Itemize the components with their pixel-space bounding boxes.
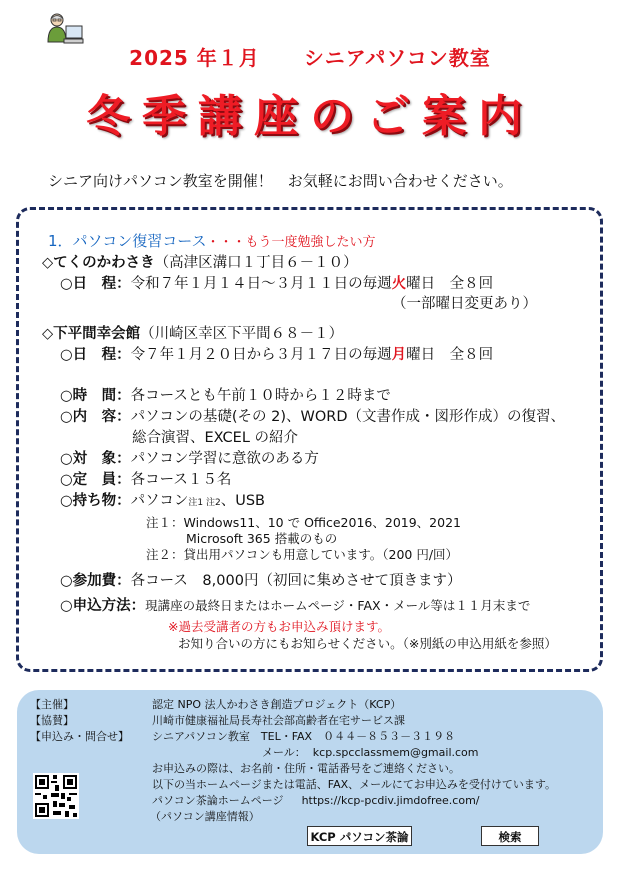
- capacity-value: 各コース１５名: [130, 472, 232, 488]
- apply-notice-2: お知り合いの方にもお知らせください。（※別紙の申込用紙を参照）: [178, 636, 557, 651]
- footer-label-contact: 【申込み・問合せ】: [30, 730, 129, 743]
- venue1-schedule: [60, 275, 493, 293]
- bring-line: [60, 492, 265, 512]
- mail-address[interactable]: kcp.spcclassmem@gmail.com: [312, 746, 479, 759]
- fee-label: ○参加費：: [60, 573, 131, 589]
- footer-apply-info: お申込みの際は、お名前・住所・電話番号をご連絡ください。: [152, 762, 460, 775]
- venue1-schedule-label: ○日 程：: [60, 276, 131, 292]
- venue1-weekday: 火: [391, 276, 407, 292]
- venue2-line: [42, 325, 343, 343]
- target-label: ○対 象：: [60, 451, 131, 467]
- footnote-1-line2: Microsoft 365 搭載のもの: [186, 531, 338, 546]
- page-title: 冬季講座のご案内: [86, 91, 534, 142]
- footer-apply-methods: 以下の当ホームページまたは電話、FAX、メールにてお申込みを受付けています。: [152, 778, 557, 791]
- footer-value-organizer: 認定 NPO 法人かわさき創造プロジェクト（KCP）: [152, 698, 402, 711]
- venue2-weekday: 月: [391, 347, 407, 363]
- mail-label: メール：: [262, 746, 306, 759]
- footnote-2: [146, 546, 458, 564]
- footer-mail: [262, 746, 479, 760]
- footnote-1-label: 注１：: [146, 515, 184, 530]
- bring-footnote-refs: 注1 注2: [188, 498, 221, 508]
- apply-notice: ※過去受講者の方もお申込み頂けます。: [168, 619, 390, 634]
- venue1-address: （高津区溝口１丁目６－１０）: [154, 255, 358, 271]
- venue2-schedule-end: 曜日 全８回: [406, 347, 494, 363]
- course-heading-title: 1．パソコン復習コース: [48, 232, 207, 250]
- headline: [0, 42, 620, 71]
- bring-value-after: 、USB: [220, 493, 265, 509]
- course-heading: [48, 232, 376, 252]
- course-date: 2025 年１月: [129, 46, 260, 70]
- apply-label: ○申込方法：: [60, 598, 146, 614]
- capacity-line: [60, 471, 231, 489]
- target-value: パソコン学習に意欲のある方: [130, 451, 319, 467]
- footer-homepage: [152, 794, 480, 808]
- footer-label-organizer: 【主催】: [30, 698, 74, 711]
- footnote-1-text: Windows11、10 で Office2016、2019、2021: [183, 515, 461, 530]
- venue2-schedule: [60, 346, 493, 364]
- school-name: シニアパソコン教室: [303, 46, 491, 70]
- venue2-name: ◇下平間幸会館: [42, 326, 141, 342]
- homepage-url[interactable]: https://kcp-pcdiv.jimdofree.com/: [301, 794, 480, 807]
- footer-value-sponsor: 川崎市健康福祉局長寿社会部高齢者在宅サービス課: [152, 714, 405, 727]
- intro-text: シニア向けパソコン教室を開催！ お気軽にお問い合わせください。: [48, 172, 513, 190]
- venue1-name: ◇てくのかわさき: [42, 255, 155, 271]
- content-line: [60, 408, 565, 426]
- footer-value-contact: シニアパソコン教室 TEL・FAX ０４４－８５３－３１９８: [152, 730, 456, 743]
- footnote-2-text: 貸出用パソコンも用意しています。（200 円/回）: [183, 547, 459, 562]
- venue1-line: [42, 254, 358, 272]
- bring-label: ○持ち物：: [60, 493, 131, 509]
- fee-line: [60, 572, 461, 590]
- venue2-address: （川崎区幸区下平間６８－１）: [140, 326, 344, 342]
- footer-homepage-note: （パソコン講座情報）: [150, 810, 260, 823]
- search-button[interactable]: 検索: [481, 826, 539, 846]
- time-value: 各コースとも午前１０時から１２時まで: [130, 388, 391, 404]
- apply-value: 現講座の最終日またはホームページ・FAX・メール等は１１月末まで: [145, 598, 531, 613]
- venue1-note: （一部曜日変更あり）: [392, 296, 537, 312]
- qr-code-icon: [33, 773, 79, 819]
- homepage-label: パソコン茶論ホームページ: [152, 794, 284, 807]
- capacity-label: ○定 員：: [60, 472, 131, 488]
- search-term-box[interactable]: KCP パソコン茶論: [307, 826, 412, 846]
- time-label: ○時 間：: [60, 388, 131, 404]
- footer-label-sponsor: 【協賛】: [30, 714, 74, 727]
- venue1-schedule-end: 曜日 全８回: [406, 276, 494, 292]
- bring-value: パソコン: [130, 493, 189, 509]
- footnote-2-label: 注２：: [146, 547, 184, 562]
- venue1-schedule-text: 令和７年１月１４日～３月１１日の毎週: [130, 276, 392, 292]
- fee-value: 各コース 8,000円（初回に集めさせて頂きます）: [130, 573, 462, 589]
- apply-line: [60, 597, 530, 615]
- target-line: [60, 450, 319, 468]
- venue2-schedule-label: ○日 程：: [60, 347, 131, 363]
- content-line2: 総合演習、EXCEL の紹介: [132, 430, 299, 446]
- venue2-schedule-text: 令７年１月２０日から３月１７日の毎週: [130, 347, 392, 363]
- content-label: ○内 容：: [60, 409, 131, 425]
- content-value: パソコンの基礎(その 2)、WORD（文書作成・図形作成）の復習、: [130, 409, 566, 425]
- time-line: [60, 387, 391, 405]
- course-heading-suffix: ・・・もう一度勉強したい方: [206, 235, 376, 250]
